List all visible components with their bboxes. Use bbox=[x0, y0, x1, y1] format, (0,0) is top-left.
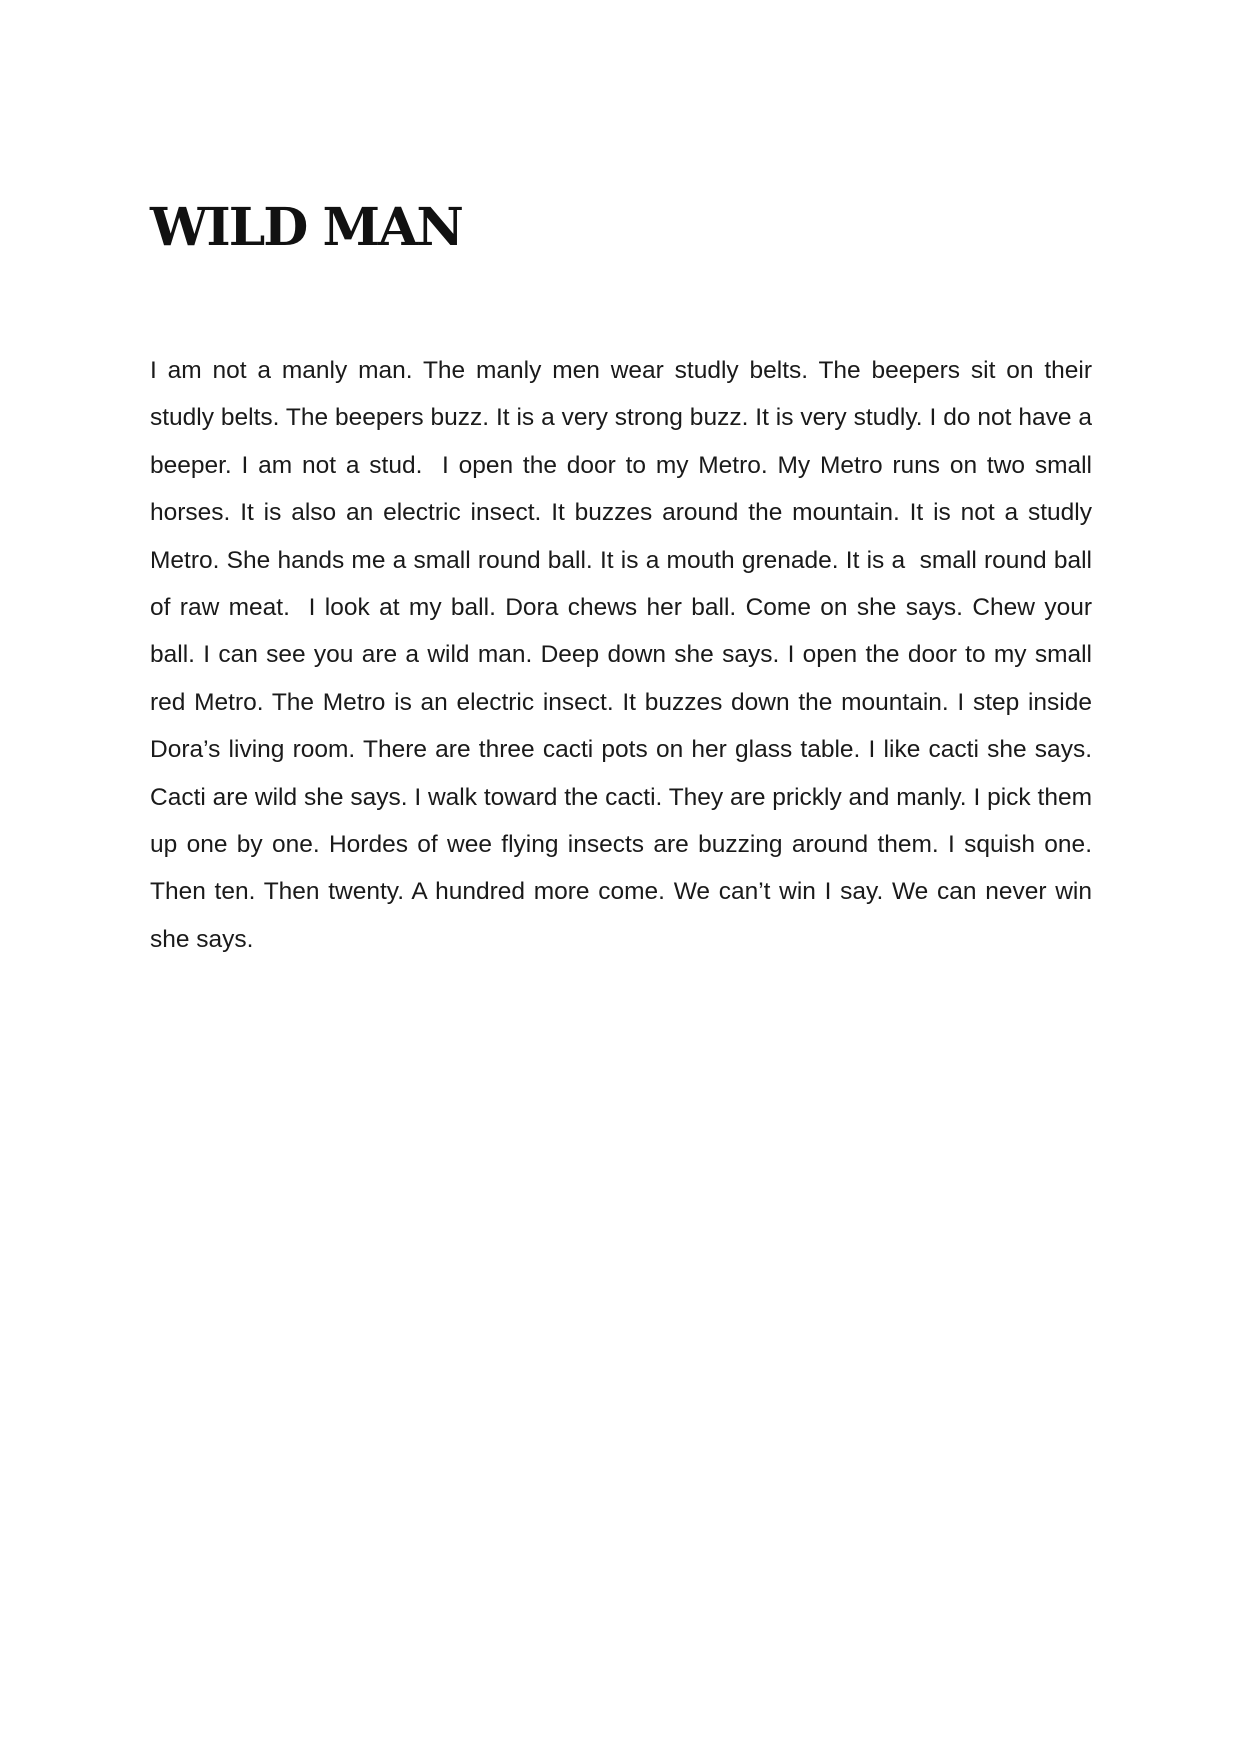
document-title: WILD MAN bbox=[150, 197, 462, 258]
document-body: I am not a manly man. The manly men wear studly belts. The beepers sit on their studly belts. The beepers buzz. It is a very strong buzz. It is very studly. I do not have a beeper. I am not a stud. I open the door to my Metro. My Metro runs on two small horses. It is also an electric insect. It buzzes around the mountain. It is not a studly Metro. She hands me a small round ball. It is a mouth grenade. It is a small round ball of raw meat. I look at my ball. Dora chews her ball. Come on she says. Chew your ball. I can see you are a wild man. Deep down she says. I open the door to my small red Metro. The Metro is an electric insect. It buzzes down the mountain. I step inside Dora’s living room. There are three cacti pots on her glass table. I like cacti she says. Cacti are wild she says. I walk toward the cacti. They are prickly and manly. I pick them up one by one. Hordes of wee flying insects are buzzing around them. I squish one. Then ten. Then twenty. A hundred more come. We can’t win I say. We can never win she says. bbox=[150, 357, 1099, 953]
